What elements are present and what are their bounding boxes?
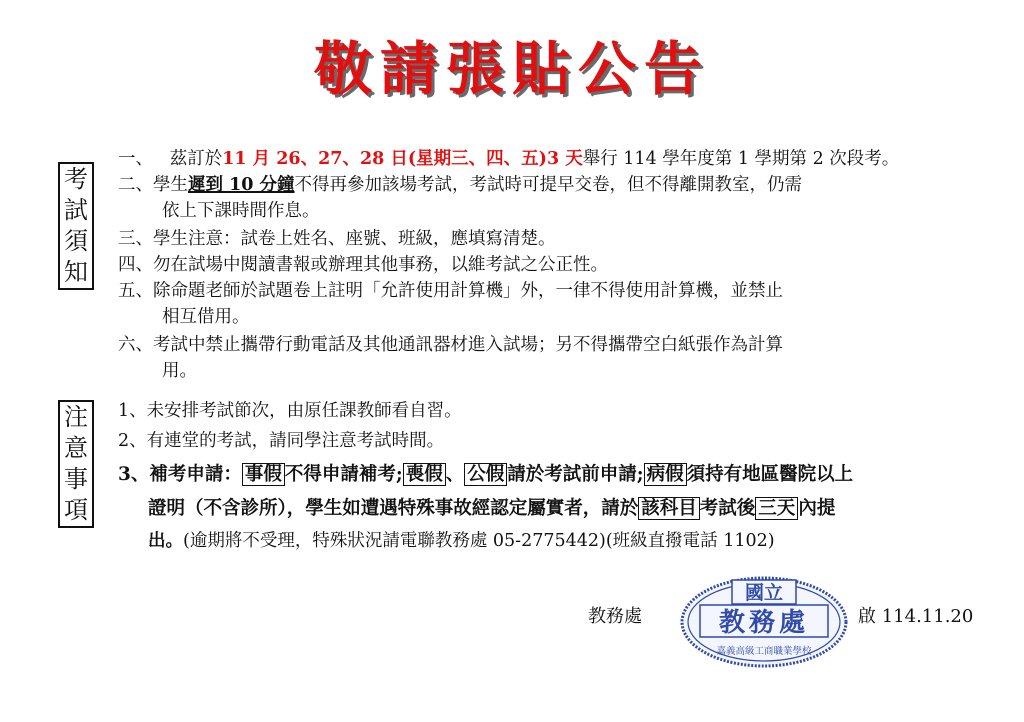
label-char: 項 — [64, 496, 88, 524]
rule-item-1: 一、 茲訂於11 月 26、27、28 日(星期三、四、五)3 天舉行 114 學年度第 1 學期第 2 次段考。 — [118, 149, 900, 169]
label-char: 須 — [64, 227, 88, 255]
label-char: 意 — [64, 434, 88, 462]
note-item-3-line2: 證明（不含診所），學生如遭遇特殊事故經認定屬實者，請於 該科目 考試後 三天 內提 — [148, 498, 836, 519]
rule-item-6: 六、考試中禁止攜帶行動電話及其他通訊器材進入試場；另不得攜帶空白紙張作為計算 — [118, 335, 783, 355]
three-days-box: 三天 — [755, 497, 798, 520]
personal-leave-box: 事假 — [242, 463, 285, 486]
rule-item-5-cont: 相互借用。 — [162, 307, 250, 327]
official-leave-box: 公假 — [464, 463, 507, 486]
subject-box: 該科目 — [638, 497, 700, 520]
note-item-2: 2、有連堂的考試，請同學注意考試時間。 — [118, 431, 445, 451]
label-char: 考 — [64, 165, 88, 193]
rule-item-6-cont: 用。 — [162, 361, 197, 381]
exam-rules-label — [58, 162, 94, 290]
issue-date: 啟 114.11.20 — [858, 606, 974, 627]
notes-label — [58, 400, 94, 528]
rule-item-2: 二、學生遲到 10 分鐘不得再參加該場考試，考試時可提早交卷，但不得離開教室，仍需 — [118, 175, 803, 195]
office-signature: 教務處 — [588, 606, 642, 627]
label-char: 注 — [64, 403, 88, 431]
label-char: 事 — [64, 465, 88, 493]
seal-main-text: 教務處 — [718, 608, 810, 638]
rule-item-4: 四、勿在試場中閱讀書報或辦理其他事務，以維考試之公正性。 — [118, 255, 608, 275]
note-item-3: 3、補考申請： 事假 不得申請補考; 喪假 、 公假 請於考試前申請; 病假 須持有地區醫院以上 — [118, 464, 854, 485]
seal-top-text: 國立 — [744, 582, 784, 604]
notice-title: 敬請張貼公告 — [313, 35, 710, 103]
rule-item-2-cont: 依上下課時間作息。 — [162, 201, 320, 221]
exam-dates: 11 月 26、27、28 日(星期三、四、五)3 天 — [222, 149, 583, 169]
office-seal — [678, 570, 850, 670]
funeral-leave-box: 喪假 — [403, 463, 446, 486]
note-item-1: 1、未安排考試節次，由原任課教師看自習。 — [118, 401, 462, 421]
rule-item-3: 三、學生注意：試卷上姓名、座號、班級，應填寫清楚。 — [118, 229, 556, 249]
note-item-3-line3: 出。(逾期將不受理，特殊狀況請電聯教務處 05-2775442)(班級直撥電話 1102) — [148, 531, 775, 551]
rule-item-5: 五、除命題老師於試題卷上註明「允許使用計算機」外，一律不得使用計算機，並禁止 — [118, 281, 783, 301]
sick-leave-box: 病假 — [644, 463, 687, 486]
label-char: 知 — [64, 258, 88, 286]
late-limit: 遲到 10 分鐘 — [188, 175, 295, 195]
label-char: 試 — [64, 196, 88, 224]
seal-bottom-text: 嘉義高級工商職業學校 — [716, 646, 812, 657]
